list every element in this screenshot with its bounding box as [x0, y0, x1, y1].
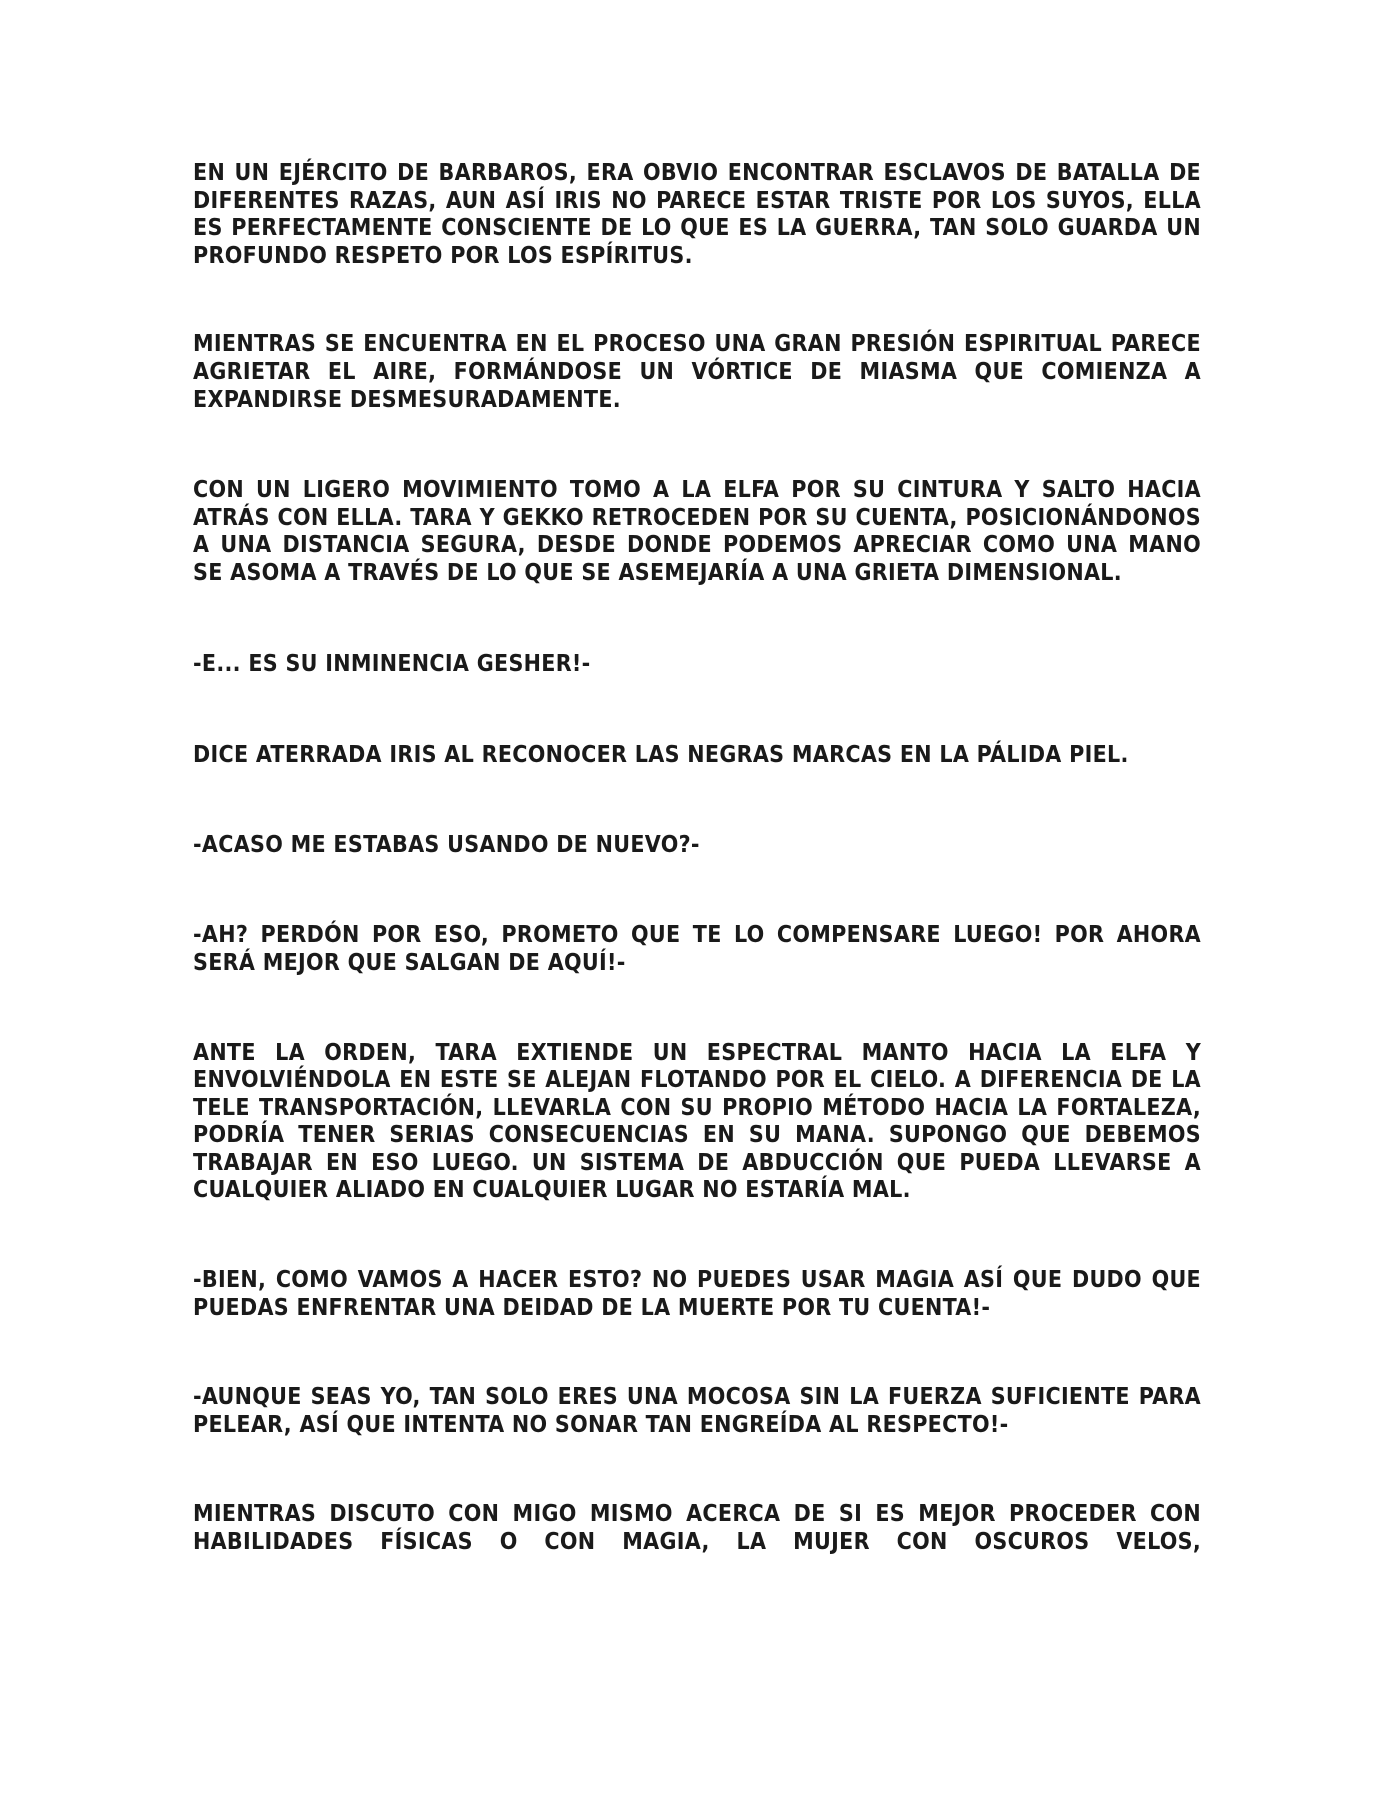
text-column [193, 160, 1201, 1557]
paragraph-6: -ACASO ME ESTABAS USANDO DE NUEVO?- [193, 831, 700, 858]
paragraph-3: CON UN LIGERO MOVIMIENTO TOMO A LA ELFA POR SU CINTURA Y SALTO HACIA ATRÁS CON ELLA. TARA Y GEKKO RETROCEDEN POR SU CUENTA, POSICIONÁNDONOS A UNA DISTANCIA SEGURA, DESDE DONDE PODEMOS APRECIAR COMO UNA MANO SE ASOMA A TRAVÉS DE LO QUE SE ASEMEJARÍA A UNA GRIETA DIMENSIONAL. [193, 477, 1201, 586]
paragraph-2: MIENTRAS SE ENCUENTRA EN EL PROCESO UNA GRAN PRESIÓN ESPIRITUAL PARECE AGRIETAR EL AIRE, FORMÁNDOSE UN VÓRTICE DE MIASMA QUE COMIENZA A EXPANDIRSE DESMESURADAMENTE. [193, 331, 1201, 413]
paragraph-4: -E... ES SU INMINENCIA GESHER!- [193, 650, 591, 677]
paragraph-10: -AUNQUE SEAS YO, TAN SOLO ERES UNA MOCOSA SIN LA FUERZA SUFICIENTE PARA PELEAR, ASÍ QUE INTENTA NO SONAR TAN ENGREÍDA AL RESPECTO!- [193, 1384, 1201, 1438]
paragraph-5: DICE ATERRADA IRIS AL RECONOCER LAS NEGRAS MARCAS EN LA PÁLIDA PIEL. [193, 742, 1129, 769]
paragraph-7: -AH? PERDÓN POR ESO, PROMETO QUE TE LO COMPENSARE LUEGO! POR AHORA SERÁ MEJOR QUE SALGAN DE AQUÍ!- [193, 922, 1201, 976]
paragraph-11: MIENTRAS DISCUTO CON MIGO MISMO ACERCA DE SI ES MEJOR PROCEDER CON HABILIDADES FÍSICAS O CON MAGIA, LA MUJER CON OSCUROS VELOS, [193, 1501, 1201, 1556]
paragraph-9: -BIEN, COMO VAMOS A HACER ESTO? NO PUEDES USAR MAGIA ASÍ QUE DUDO QUE PUEDAS ENFRENTAR UNA DEIDAD DE LA MUERTE POR TU CUENTA!- [193, 1267, 1201, 1321]
paragraph-8: ANTE LA ORDEN, TARA EXTIENDE UN ESPECTRAL MANTO HACIA LA ELFA Y ENVOLVIÉNDOLA EN ESTE SE ALEJAN FLOTANDO POR EL CIELO. A DIFERENCIA DE LA TELE TRANSPORTACIÓN, LLEVARLA CON SU PROPIO MÉTODO HACIA LA FORTALEZA, PODRÍA TENER SERIAS CONSECUENCIAS EN SU MANA. SUPONGO QUE DEBEMOS TRABAJAR EN ESO LUEGO. UN SISTEMA DE ABDUCCIÓN QUE PUEDA LLEVARSE A CUALQUIER ALIADO EN CUALQUIER LUGAR NO ESTARÍA MAL. [193, 1039, 1201, 1204]
paragraph-1: EN UN EJÉRCITO DE BARBAROS, ERA OBVIO ENCONTRAR ESCLAVOS DE BATALLA DE DIFERENTES RAZAS, AUN ASÍ IRIS NO PARECE ESTAR TRISTE POR LOS SUYOS, ELLA ES PERFECTAMENTE CONSCIENTE DE LO QUE ES LA GUERRA, TAN SOLO GUARDA UN PROFUNDO RESPETO POR LOS ESPÍRITUS. [193, 160, 1201, 269]
